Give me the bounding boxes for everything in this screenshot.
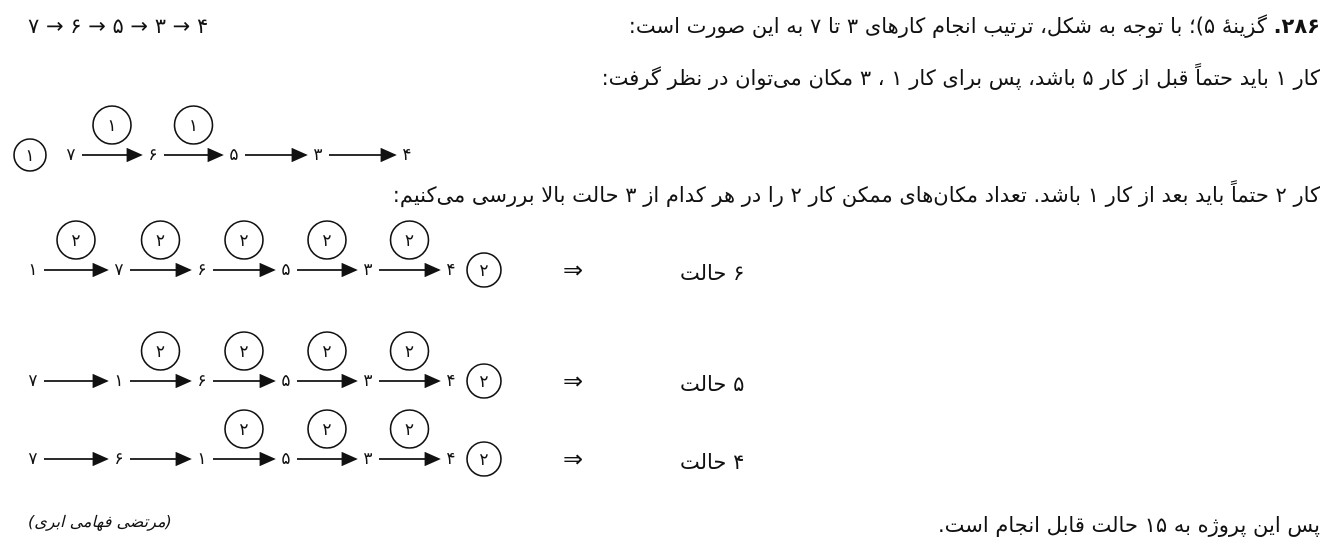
- task2-circle-above-label: ۲: [322, 420, 332, 440]
- case-node: ۶: [114, 449, 124, 469]
- case-node: ۴: [446, 371, 456, 391]
- problem-number: ۲۸۶.: [1273, 14, 1320, 38]
- task2-circle-above-label: ۲: [155, 231, 166, 251]
- task1-circle-above-label: ۱: [188, 116, 199, 136]
- task2-circle-end-label: ۲: [479, 261, 489, 281]
- sequence-item: ۴: [196, 14, 209, 38]
- conclusion: پس این پروژه به ۱۵ حالت قابل انجام است.: [937, 513, 1320, 537]
- diagram1-node: ۷: [66, 145, 76, 165]
- case-node: ۷: [114, 260, 124, 280]
- sequence-item: ۳: [154, 14, 166, 38]
- task2-circle-above-label: ۲: [404, 420, 415, 440]
- case-3-result-text: ۴ حالت: [680, 450, 745, 474]
- task2-circle-above-label: ۲: [404, 231, 415, 251]
- case-node: ۳: [363, 260, 373, 280]
- problem-intro-text: گزینهٔ ۵)؛ با توجه به شکل، ترتیب انجام کارهای ۳ تا ۷ به این صورت است:: [628, 14, 1274, 38]
- case-node: ۵: [281, 260, 291, 280]
- case-2-result-text: ۵ حالت: [680, 372, 745, 396]
- case-node: ۱: [114, 371, 124, 391]
- case-node: ۶: [197, 260, 207, 280]
- case-node: ۱: [28, 260, 38, 280]
- case-node: ۱: [197, 449, 207, 469]
- task2-circle-end-label: ۲: [479, 372, 489, 392]
- author-credit: (مرتضی فهامی ابری): [28, 512, 172, 531]
- sequence-arrow-icon: →: [123, 14, 155, 38]
- sequence-arrow-icon: →: [165, 14, 197, 38]
- task2-circle-above-label: ۲: [155, 342, 166, 362]
- case-node: ۳: [363, 449, 373, 469]
- sequence-arrow-icon: →: [39, 14, 71, 38]
- diagram1-node: ۴: [402, 145, 412, 165]
- case-node: ۴: [446, 260, 456, 280]
- case-node: ۷: [28, 449, 38, 469]
- sequence-arrow-icon: →: [81, 14, 113, 38]
- statement-task2: کار ۲ حتماً باید بعد از کار ۱ باشد. تعداد مکان‌های ممکن کار ۲ را در هر کدام از ۳ حالت بالا بررسی می‌کنیم:: [392, 183, 1320, 207]
- task2-circle-above-label: ۲: [404, 342, 415, 362]
- task2-circle-above-label: ۲: [239, 231, 249, 251]
- case-node: ۴: [446, 449, 456, 469]
- diagram1-node: ۳: [313, 145, 323, 165]
- sequence-item: ۶: [70, 14, 82, 38]
- task2-circle-end-label: ۲: [479, 450, 489, 470]
- case-node: ۶: [197, 371, 207, 391]
- diagram1-node: ۵: [229, 145, 239, 165]
- task2-circle-above-label: ۲: [322, 231, 332, 251]
- diagram1-node: ۶: [148, 145, 158, 165]
- task2-circle-above-label: ۲: [71, 231, 81, 251]
- implies-icon: ⇒: [562, 367, 584, 395]
- task2-circle-above-label: ۲: [322, 342, 332, 362]
- sequence-item: ۷: [28, 14, 40, 38]
- task2-circle-above-label: ۲: [239, 342, 249, 362]
- implies-icon: ⇒: [562, 256, 584, 284]
- statement-task1: کار ۱ باید حتماً قبل از کار ۵ باشد، پس برای کار ۱ ، ۳ مکان می‌توان در نظر گرفت:: [601, 66, 1320, 90]
- implies-icon: ⇒: [562, 445, 584, 473]
- task1-circle-above-label: ۱: [107, 116, 117, 136]
- case-node: ۵: [281, 449, 291, 469]
- case-node: ۵: [281, 371, 291, 391]
- sequence-item: ۵: [112, 14, 124, 38]
- case-node: ۳: [363, 371, 373, 391]
- case-node: ۷: [28, 371, 38, 391]
- case-1-result-text: ۶ حالت: [680, 261, 745, 285]
- task1-circle-left-label: ۱: [25, 146, 35, 166]
- task2-circle-above-label: ۲: [239, 420, 249, 440]
